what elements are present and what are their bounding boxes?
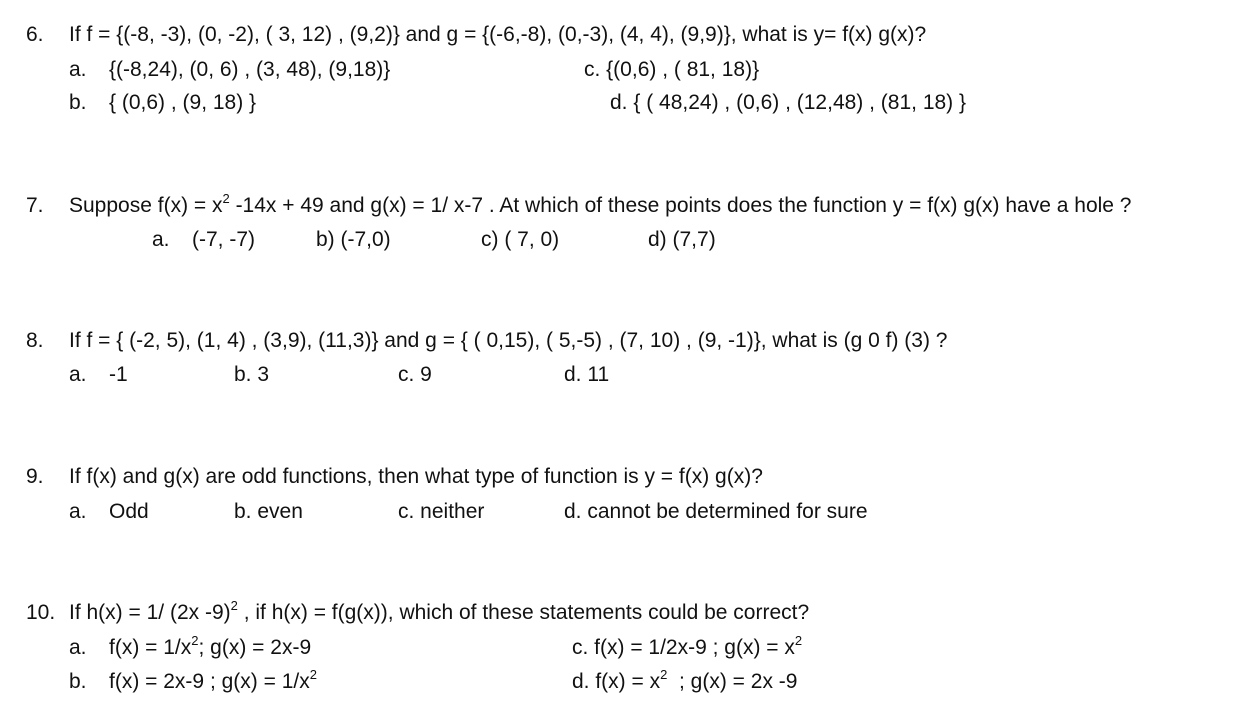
option-text: c. f(x) = 1/2x-9 ; g(x) = x xyxy=(572,636,795,659)
question-number: 7. xyxy=(26,194,44,217)
option-d: d. { ( 48,24) , (0,6) , (12,48) , (81, 18) } xyxy=(610,91,967,114)
option-c xyxy=(572,633,803,660)
option-text: ; g(x) = 2x-9 xyxy=(198,636,312,659)
option-a xyxy=(109,633,312,660)
option-c: c) ( 7, 0) xyxy=(481,228,560,251)
option-label-a: a. xyxy=(69,636,87,659)
question-stem: If f(x) and g(x) are odd functions, then what type of function is y = f(x) g(x)? xyxy=(69,465,763,488)
option-b: { (0,6) , (9, 18) } xyxy=(109,91,257,114)
option-label-b: b. xyxy=(69,91,87,114)
exponent: 2 xyxy=(309,667,317,682)
question-number: 9. xyxy=(26,465,44,488)
option-text: d. f(x) = x xyxy=(572,670,661,693)
exponent: 2 xyxy=(794,633,803,648)
exponent: 2 xyxy=(222,191,230,206)
option-a: Odd xyxy=(109,500,149,523)
option-b xyxy=(109,667,317,694)
option-b: b) (-7,0) xyxy=(316,228,391,251)
option-d: d. cannot be determined for sure xyxy=(564,500,868,523)
option-c: c. neither xyxy=(398,500,485,523)
option-b: b. even xyxy=(234,500,303,523)
stem-text: -14x + 49 and g(x) = 1/ x-7 . At which of these points does the function y = f(x) g(x) have a hole ? xyxy=(229,194,1132,217)
option-c: c. 9 xyxy=(398,363,432,386)
option-c: c. {(0,6) , ( 81, 18)} xyxy=(584,58,760,81)
question-number: 6. xyxy=(26,23,44,46)
option-a: {(-8,24), (0, 6) , (3, 48), (9,18)} xyxy=(109,58,391,81)
option-label-b: b. xyxy=(69,670,87,693)
option-text: ; g(x) = 2x -9 xyxy=(667,670,798,693)
option-label-a: a. xyxy=(69,58,87,81)
question-number: 10. xyxy=(26,601,56,624)
question-number: 8. xyxy=(26,329,44,352)
option-d: d) (7,7) xyxy=(648,228,716,251)
stem-text: Suppose f(x) = x xyxy=(69,194,223,217)
option-d: d. 11 xyxy=(564,363,610,386)
question-stem: If f = { (-2, 5), (1, 4) , (3,9), (11,3)} and g = { ( 0,15), ( 5,-5) , (7, 10) , (9, -1)}, what is (g 0 f) (3) ? xyxy=(69,329,948,352)
option-label-a: a. xyxy=(152,228,170,251)
option-text: f(x) = 1/x xyxy=(109,636,192,659)
stem-text: , if h(x) = f(g(x)), which of these statements could be correct? xyxy=(237,601,810,624)
question-stem xyxy=(69,598,810,625)
exponent: 2 xyxy=(230,598,238,613)
option-text: f(x) = 2x-9 ; g(x) = 1/x xyxy=(109,670,310,693)
option-a: -1 xyxy=(109,363,128,386)
question-stem: If f = {(-8, -3), (0, -2), ( 3, 12) , (9,2)} and g = {(-6,-8), (0,-3), (4, 4), (9,9)}, what is y= f(x) g(x)? xyxy=(69,23,927,46)
option-d xyxy=(572,667,798,694)
question-stem xyxy=(69,191,1132,218)
exponent: 2 xyxy=(191,633,199,648)
option-label-a: a. xyxy=(69,500,87,523)
option-label-a: a. xyxy=(69,363,87,386)
option-b: b. 3 xyxy=(234,363,270,386)
exponent: 2 xyxy=(660,667,668,682)
option-a: (-7, -7) xyxy=(192,228,255,251)
stem-text: If h(x) = 1/ (2x -9) xyxy=(69,601,231,624)
